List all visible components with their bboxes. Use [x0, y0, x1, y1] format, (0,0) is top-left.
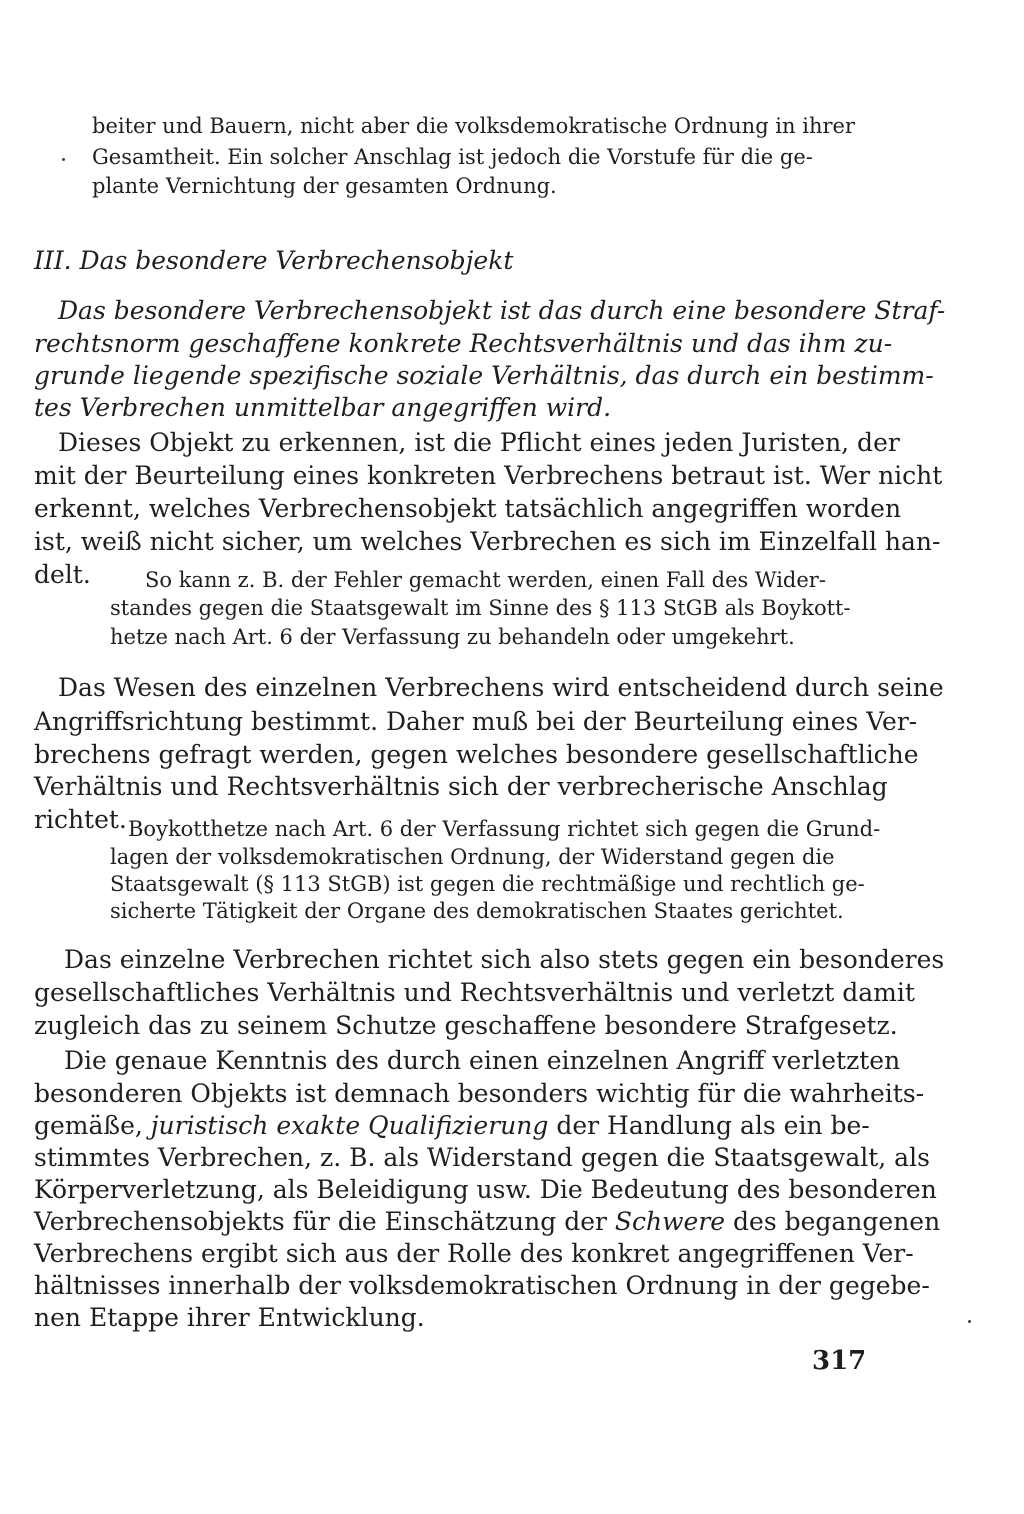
text-line: Staatsgewalt (§ 113 StGB) ist gegen die rechtmäßige und rechtlich ge- — [110, 872, 865, 896]
text-line: sicherte Tätigkeit der Organe des demokratischen Staates gerichtet. — [110, 899, 844, 923]
page-number: 317 — [812, 1346, 867, 1376]
print-speck — [62, 158, 65, 161]
text-line — [34, 1111, 870, 1140]
text-line: plante Vernichtung der gesamten Ordnung. — [92, 174, 557, 198]
text-line: Das besondere Verbrechensobjekt ist das durch eine besondere Straf- — [58, 296, 946, 325]
text-line: Das Wesen des einzelnen Verbrechens wird entscheidend durch seine — [58, 673, 944, 702]
print-speck — [968, 1320, 971, 1323]
text-line: Die genaue Kenntnis des durch einen einzelnen Angriff verletzten — [64, 1046, 901, 1075]
emphasis-text: Schwere — [614, 1207, 726, 1236]
text-line: Gesamtheit. Ein solcher Anschlag ist jedoch die Vorstufe für die ge- — [92, 145, 813, 169]
text-line: tes Verbrechen unmittelbar angegriffen wird. — [34, 393, 612, 422]
text-line: richtet. — [34, 805, 127, 834]
text-line: brechens gefragt werden, gegen welches besondere gesellschaftliche — [34, 740, 919, 769]
text-line: stimmtes Verbrechen, z. B. als Widerstand gegen die Staatsgewalt, als — [34, 1143, 930, 1172]
text-line: gesellschaftliches Verhältnis und Rechtsverhältnis und verletzt damit — [34, 978, 915, 1007]
text-line: lagen der volksdemokratischen Ordnung, der Widerstand gegen die — [110, 845, 835, 869]
text-line: hältnisses innerhalb der volksdemokratischen Ordnung in der gegebe- — [34, 1271, 930, 1300]
text-line: ist, weiß nicht sicher, um welches Verbrechen es sich im Einzelfall han- — [34, 527, 941, 556]
emphasis-text: juristisch exakte Qualifizierung — [150, 1111, 549, 1140]
text-line: Verhältnis und Rechtsverhältnis sich der verbrecherische Anschlag — [34, 772, 888, 801]
text-line: hetze nach Art. 6 der Verfassung zu behandeln oder umgekehrt. — [110, 625, 795, 649]
text-line: Angriffsrichtung bestimmt. Daher muß bei der Beurteilung eines Ver- — [34, 707, 918, 736]
text-line: Verbrechens ergibt sich aus der Rolle des konkret angegriffenen Ver- — [34, 1239, 914, 1268]
text-span: des begangenen — [725, 1207, 941, 1236]
text-line: Dieses Objekt zu erkennen, ist die Pflicht eines jeden Juristen, der — [58, 428, 900, 457]
text-span: Verbrechensobjekts für die Einschätzung der — [34, 1207, 615, 1236]
text-line: Das einzelne Verbrechen richtet sich also stets gegen ein besonderes — [64, 945, 945, 974]
text-line: besonderen Objekts ist demnach besonders wichtig für die wahrheits- — [34, 1079, 925, 1108]
text-line: delt. — [34, 560, 91, 589]
text-line: Körperverletzung, als Beleidigung usw. Die Bedeutung des besonderen — [34, 1175, 937, 1204]
text-line: So kann z. B. der Fehler gemacht werden, einen Fall des Wider- — [145, 568, 826, 592]
text-line: beiter und Bauern, nicht aber die volksdemokratische Ordnung in ihrer — [92, 114, 855, 138]
text-span: gemäße, — [34, 1111, 151, 1140]
text-line: nen Etappe ihrer Entwicklung. — [34, 1303, 425, 1332]
text-line: rechtsnorm geschaffene konkrete Rechtsverhältnis und das ihm zu- — [34, 329, 893, 358]
text-line: grunde liegende spezifische soziale Verhältnis, das durch ein bestimm- — [34, 361, 934, 390]
text-line: zugleich das zu seinem Schutze geschaffene besondere Strafgesetz. — [34, 1011, 898, 1040]
section-heading: III. Das besondere Verbrechensobjekt — [34, 246, 514, 275]
text-line: erkennt, welches Verbrechensobjekt tatsächlich angegriffen worden — [34, 494, 902, 523]
text-line: standes gegen die Staatsgewalt im Sinne des § 113 StGB als Boykott- — [110, 596, 851, 620]
text-line — [34, 1207, 940, 1236]
text-line: Boykotthetze nach Art. 6 der Verfassung richtet sich gegen die Grund- — [128, 817, 881, 841]
text-line: mit der Beurteilung eines konkreten Verbrechens betraut ist. Wer nicht — [34, 461, 943, 490]
text-span: der Handlung als ein be- — [548, 1111, 870, 1140]
